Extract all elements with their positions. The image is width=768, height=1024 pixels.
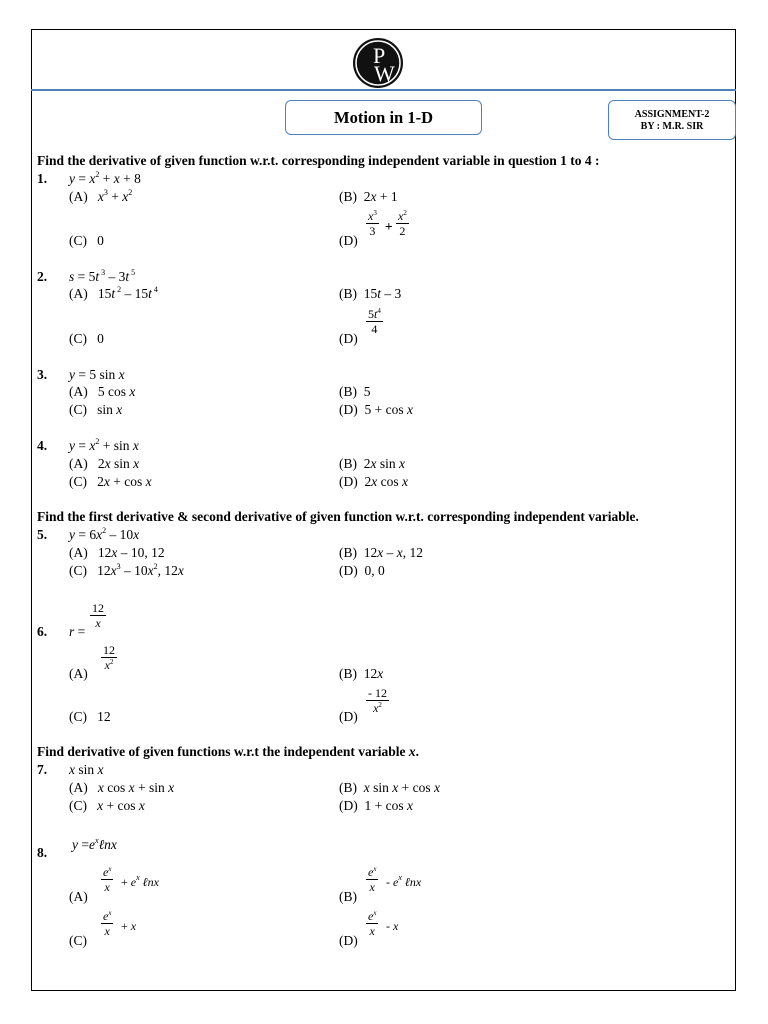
option-4a: (A) 2x sin x [69,456,140,471]
option-6a-frac: $\frac{12}{x^2}$ [103,643,115,672]
option-8b-frac: $\frac{e^x}{x}$ [368,865,377,894]
section-instruction-3: Find derivative of given functions w.r.t the independent variable x. [37,744,420,759]
page-title: Motion in 1-D [285,100,482,135]
option-2d-label: (D) [339,331,358,346]
option-8a-label: (A) [69,889,88,904]
question-number-8: 8. [37,845,48,860]
option-4c: (C) 2x + cos x [69,474,152,489]
question-stem-7: x sin x [69,762,104,777]
option-8a-rest: + $e^x$ ℓnx [121,873,159,889]
option-6d-label: (D) [339,709,358,724]
option-8c-frac: $\frac{e^x}{x}$ [103,909,112,938]
option-2b: (B) 15t – 3 [339,286,402,301]
question-stem-2: s = 5t $^3$ – 3t $^5$ [69,268,136,284]
option-6d-frac: $\frac{- 12}{x^2}$ [368,686,387,715]
option-8d-rest: - x [386,919,399,933]
assignment-label: ASSIGNMENT-2 [634,109,710,120]
question-number-6: 6. [37,624,48,639]
question-number-1: 1. [37,171,48,186]
option-2c: (C) 0 [69,331,104,346]
question-stem-5: $y = 6x^2 - 10x$ [69,526,140,542]
option-8a-frac: $\frac{e^x}{x}$ [103,865,112,894]
question-stem-8: $y =e^x\ell nx$ [72,836,117,852]
question-number-7: 7. [37,762,48,777]
question-stem-6-frac: $\frac{12}{x}$ [92,601,104,630]
option-5c: (C) $12x^3 - 10x^2$, 12x [69,562,184,578]
option-4d: (D) 2x cos x [339,474,408,489]
option-5d: (D) 0, 0 [339,563,385,578]
option-1d-plus: + [385,219,393,234]
option-3c: (C) sin x [69,402,123,417]
option-1d-frac2: $\frac{x^2}{2}$ [398,209,407,238]
option-1d-label: (D) [339,233,358,248]
option-5b: (B) 12x – x, 12 [339,545,423,560]
question-number-5: 5. [37,527,48,542]
svg-text:P: P [373,43,386,68]
option-7c: (C) x + cos x [69,798,145,813]
option-8c-label: (C) [69,933,87,948]
option-8c-rest: + x [121,919,137,933]
section-instruction-2: Find the first derivative & second derivative of given function w.r.t. corresponding independent variable. [37,509,639,524]
option-4b: (B) 2x sin x [339,456,406,471]
question-stem-3: y = 5 sin x [69,367,125,382]
question-stem-6-lhs: r = [69,624,86,639]
option-8b-label: (B) [339,889,357,904]
author-label: BY : M.R. SIR [640,121,704,132]
question-number-4: 4. [37,438,48,453]
svg-text:W: W [374,61,395,86]
header-divider [31,89,736,91]
option-7b: (B) x sin x + cos x [339,780,440,795]
question-stem-4: $y = x^2 + \sin x$ [69,437,139,453]
option-1c: (C) 0 [69,233,104,248]
option-7d: (D) 1 + cos x [339,798,413,813]
section-instruction-1: Find the derivative of given function w.r.t. corresponding independent variable in question 1 to 4 : [37,153,600,168]
option-6a-label: (A) [69,666,88,681]
option-6b: (B) 12x [339,666,384,681]
assignment-badge [608,100,736,140]
option-1a: (A) $x^3 + x^2$ [69,188,133,204]
option-7a: (A) x cos x + sin x [69,780,175,795]
option-3d: (D) 5 + cos x [339,402,413,417]
option-1d-frac1: $\frac{x^3}{3}$ [368,209,377,238]
option-8b-rest: - $e^x$ ℓnx [386,873,422,889]
question-number-2: 2. [37,269,48,284]
option-3a: (A) 5 cos x [69,384,136,399]
option-6c: (C) 12 [69,709,111,724]
question-number-3: 3. [37,367,48,382]
question-stem-1: $y = x^2 + x + 8$ [69,170,141,186]
option-3b: (B) 5 [339,384,371,399]
pw-logo-icon [352,37,404,89]
option-8d-frac: $\frac{e^x}{x}$ [368,909,377,938]
option-5a: (A) 12x – 10, 12 [69,545,165,560]
option-8d-label: (D) [339,933,358,948]
option-1b: (B) 2x + 1 [339,189,398,204]
option-2a: (A) 15t $^2$ – 15t $^4$ [69,285,158,301]
option-2d-frac: $\frac{5t^4}{4}$ [368,307,381,336]
